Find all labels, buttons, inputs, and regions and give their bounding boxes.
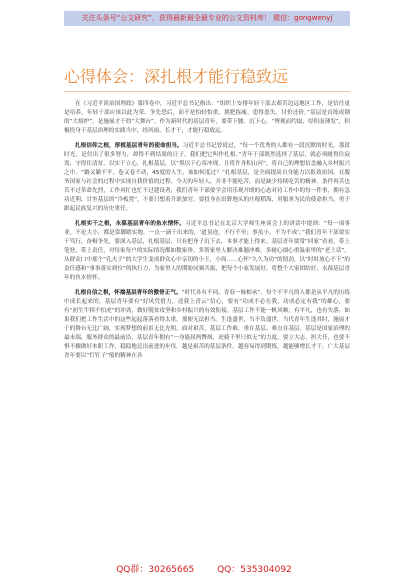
paragraph-text: “时代各有不同，青春一脉相承”，每个不平凡的人都是从平凡的历练中成长起来的，基层青年要有“好风凭借力，送我上青云”信心，要有“功成不必在我，功成必定有我”的雄心，要有“初生牛犊不怕虎”的冲劲，做好脱贫攻坚和乡村振兴的有效衔接。基层工作不能一帆风顺，有平凡，也有失落。如果我们把工作生活中的这些起起落落看得太重，那便无法担当。生逢盛世，当不负盛世。当代青年生逢其时，施展才干的舞台无比广阔，实现梦想的前景无比光明。面对艰苦，基层工作难，重在基层、难点在基层。基层是国家治理的最末端，服务群众的最前沿，基层青年拥有“一身能屈两瞥飒，虎骑千里只似无”的力度，要立大志、担大任，也要不惧不骤做好本职工作，稳稳地迈出前进的步伐。越是艰苦的基层条件，越容易得到锻炼，越能够增长才干，广大基层青年要以“钉钉子”般的精神在各 [64,290,350,359]
article-body [64,100,350,367]
paragraph-text: 在《习近平谈治国理政》第四卷中，习近平总书记指出：“组织上安排年轻干部去艰苦边远地区工作，是信任更是培养，年轻干部应该以此为荣、争先恐后，而不是怕轻怕重、挑肥拣瘦、患得患失、讨价还价。”基层是首练成钢的“大熔炉”，是施展才干的“大舞台”，作为新时代的基层青年，要带下腰、沉下心，“博观而约取，厚积而薄发”，积极投身于基层治理的实践当中，经风雨、长才干，才能行稳致远。 [64,101,350,134]
footer-contacts [0,562,408,575]
qq-number: QQ：535304092 [217,565,292,575]
paragraph-text: 习近平总书记在北京大学师生座谈会上的讲话中提到：“每一项事业，不论大小，都是靠脚踏实地、一点一滴干出来的，‘道虽迩，不行不至；事虽小，不为不成’。”我们青年干部要实干笃行，奋楫争先，要深入基层，扎根基层，只有把身子沉下去，本事才能上得来。基层青年要常“回家”看看，带上笔登，带上责任，对每家每户的实际情况都如数家珍，多帮家里人解决难题冲难，多耐心细心重温家里的“老土话”，从群众口中那个“孔夫子”的大学生变成群众心中亲切的小王，小周……心怀“久久为功”的韧劲，以“时时放心不下”的责任感和“事事落实到位”的执行力，为家里人的期盼同频共振，把每个小家发展好，将整个大家团结好，永葆基层青年的鱼水情怀。 [64,221,350,281]
paragraph-lead: 扎根实干之根，永葆基层青年的鱼水情怀。 [75,221,185,227]
title-divider [64,91,350,92]
qq-group: QQ群：30265665 [116,565,195,575]
paragraph-text: 习近平总书记曾说过，“每一个优秀的人都有一段沉默的时光，那段时光，是付出了很多努力，却得不到结果的日子，我们把它叫作扎根。”青年干部既然选择了基层，就必须耐得住寂寞、守得住清贫，以实干立心，扎根基层，以“黑以干心寄冲现，且将许身积山河”，将自己的理想信念融入乡村振兴之中。“躺又躺不平，卷又卷不动，45度的人生，该如何度过？”扎根基层，是全面提高自身能力以报效祖国、在服务国家与社会的过程中实现自我价值的过程。今天的年轻人，并非不能吃苦，而是缺少持续吃苦的精神。条件再苦也苦不过革命先烈，工作再忙也忙不过建设者，我们青年干部要学会用乐观开朗的心态对待工作中的每一件事，拥有急功近利、甘坐基层的“冷板凳”，不要只想着升职加官，要投身在田野地头的庄稼稻海，用服务为民的使命担当，勇于跟起民族复兴的历史重任。 [64,143,350,212]
page-title: 心得体会：深扎根才能行稳致远 [64,67,289,86]
paragraph-lead: 扎根自信之根，怀揣基层青年的傲骨正气。 [75,290,182,296]
paragraph-lead: 扎根信仰之根，厚植基层青年的使命担当。 [75,143,183,149]
paragraph [64,142,350,214]
paragraph [64,220,350,283]
paragraph [64,100,350,136]
promo-banner: 关注头条号“公文研究”，获得最新最全最专业的公文资料库！ 微信：gongwenyj [64,11,350,26]
paragraph [64,289,350,361]
